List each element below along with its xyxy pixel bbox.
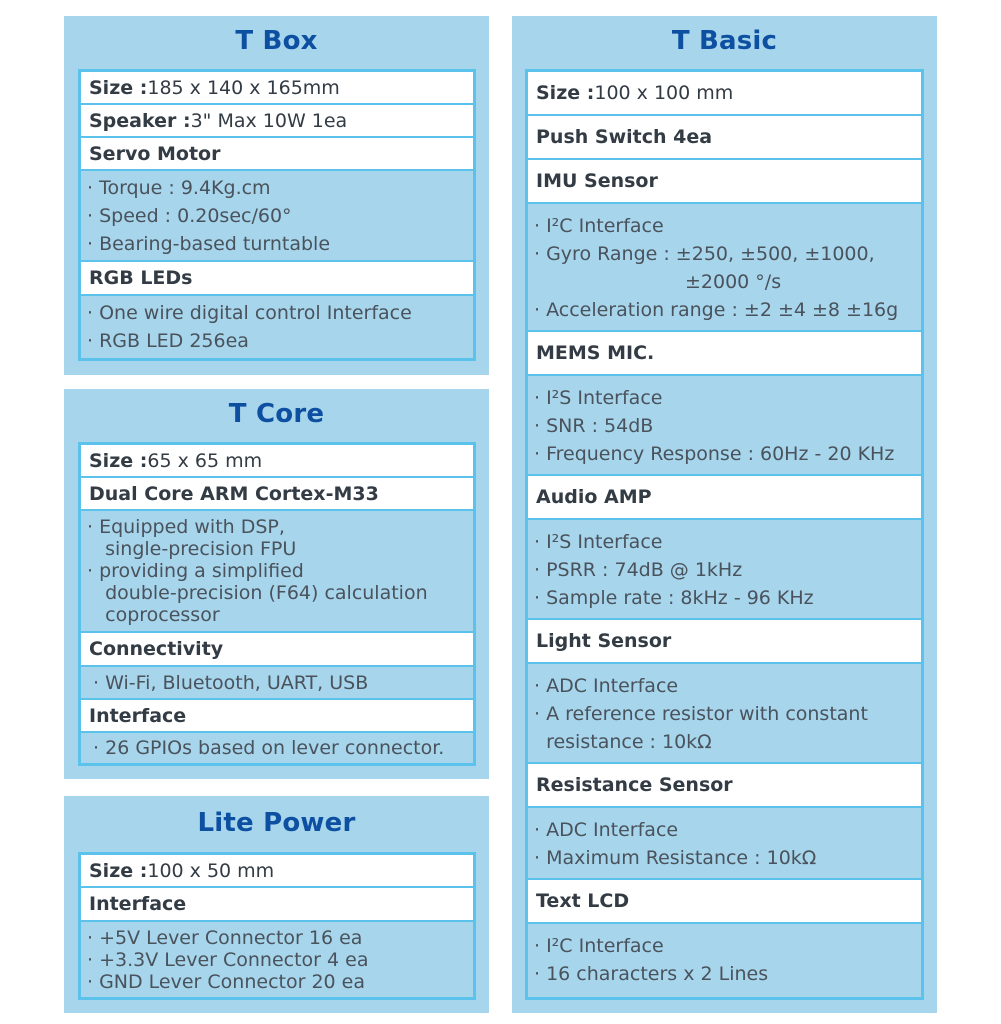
list-item: ±2000 °/s [534, 271, 782, 293]
tbasic-title: T Basic [671, 26, 778, 56]
list-item: · +5V Lever Connector 16 ea [87, 927, 363, 949]
light-sensor-details [528, 664, 921, 764]
list-item: · Bearing-based turntable [87, 233, 331, 255]
list-item: double-precision (F64) calculation [87, 582, 428, 604]
cpu-heading: Dual Core ARM Cortex-M33 [81, 478, 473, 511]
servo-motor-heading: Servo Motor [81, 138, 473, 171]
tcore-size-row [81, 445, 473, 478]
list-item: · I²S Interface [534, 387, 663, 409]
list-item: · One wire digital control Interface [87, 302, 412, 324]
light-sensor-heading: Light Sensor [528, 620, 921, 664]
tcore-title: T Core [228, 399, 325, 429]
mems-mic-heading: MEMS MIC. [528, 332, 921, 376]
connectivity-details [81, 667, 473, 700]
tbox-spec-table [78, 69, 476, 361]
list-item: · Wi-Fi, Bluetooth, UART, USB [87, 671, 369, 694]
tbox-speaker-row [81, 105, 473, 138]
size-value: 100 x 100 mm [594, 82, 734, 104]
list-item: · I²C Interface [534, 935, 664, 957]
list-item: · PSRR : 74dB @ 1kHz [534, 559, 743, 581]
size-label: Size : [536, 82, 595, 104]
tbox-card [64, 16, 489, 375]
rgb-leds-heading: RGB LEDs [81, 262, 473, 296]
list-item: · Speed : 0.20sec/60° [87, 205, 292, 227]
list-item: · I²C Interface [534, 215, 664, 237]
interface-heading: Interface [81, 700, 473, 733]
tbasic-spec-table [525, 69, 924, 1000]
interface-details [81, 922, 473, 997]
imu-sensor-details [528, 204, 921, 332]
list-item: · 26 GPIOs based on lever connector. [87, 737, 445, 759]
interface-heading: Interface [81, 888, 473, 922]
litepower-card [64, 796, 489, 1013]
resistance-sensor-heading: Resistance Sensor [528, 764, 921, 808]
tbox-title: T Box [235, 26, 318, 56]
tbox-size-row [81, 72, 473, 105]
rgb-leds-details [81, 296, 473, 358]
list-item: · 16 characters x 2 Lines [534, 963, 769, 985]
size-label: Size : [89, 449, 148, 472]
list-item: · ADC Interface [534, 675, 679, 697]
list-item: · RGB LED 256ea [87, 330, 249, 352]
list-item: · ADC Interface [534, 819, 679, 841]
tbasic-size-row [528, 72, 921, 116]
list-item: coprocessor [87, 604, 220, 626]
audio-amp-details [528, 520, 921, 620]
connectivity-heading: Connectivity [81, 633, 473, 667]
size-value: 65 x 65 mm [147, 449, 263, 472]
list-item: resistance : 10kΩ [534, 731, 712, 753]
list-item: · Maximum Resistance : 10kΩ [534, 847, 817, 869]
tcore-card [64, 389, 489, 779]
list-item: · I²S Interface [534, 531, 663, 553]
size-value: 185 x 140 x 165mm [147, 76, 340, 99]
list-item: · Torque : 9.4Kg.cm [87, 177, 271, 199]
list-item: single-precision FPU [87, 538, 297, 560]
audio-amp-heading: Audio AMP [528, 476, 921, 520]
list-item: · Equipped with DSP, [87, 516, 285, 538]
size-label: Size : [89, 859, 148, 882]
push-switch-heading: Push Switch 4ea [528, 116, 921, 160]
mems-mic-details [528, 376, 921, 476]
litepower-title: Lite Power [197, 808, 356, 838]
list-item: · Sample rate : 8kHz - 96 KHz [534, 587, 814, 609]
cpu-details [81, 511, 473, 633]
list-item: · GND Lever Connector 20 ea [87, 971, 365, 993]
list-item: · providing a simplified [87, 560, 304, 582]
text-lcd-details [528, 924, 921, 997]
tbasic-card [512, 16, 937, 1013]
speaker-label: Speaker : [89, 109, 191, 132]
list-item: · Frequency Response : 60Hz - 20 KHz [534, 443, 895, 465]
list-item: · +3.3V Lever Connector 4 ea [87, 949, 369, 971]
resistance-sensor-details [528, 808, 921, 880]
list-item: · Gyro Range : ±250, ±500, ±1000, [534, 243, 875, 265]
litepower-size-row [81, 855, 473, 888]
size-label: Size : [89, 76, 148, 99]
list-item: · Acceleration range : ±2 ±4 ±8 ±16g [534, 299, 899, 321]
tcore-spec-table [78, 442, 476, 766]
list-item: · SNR : 54dB [534, 415, 654, 437]
imu-sensor-heading: IMU Sensor [528, 160, 921, 204]
litepower-spec-table [78, 852, 476, 1000]
size-value: 100 x 50 mm [147, 859, 275, 882]
servo-motor-details [81, 171, 473, 262]
list-item: · A reference resistor with constant [534, 703, 868, 725]
text-lcd-heading: Text LCD [528, 880, 921, 924]
interface-details [81, 733, 473, 763]
speaker-value: 3" Max 10W 1ea [190, 109, 348, 132]
